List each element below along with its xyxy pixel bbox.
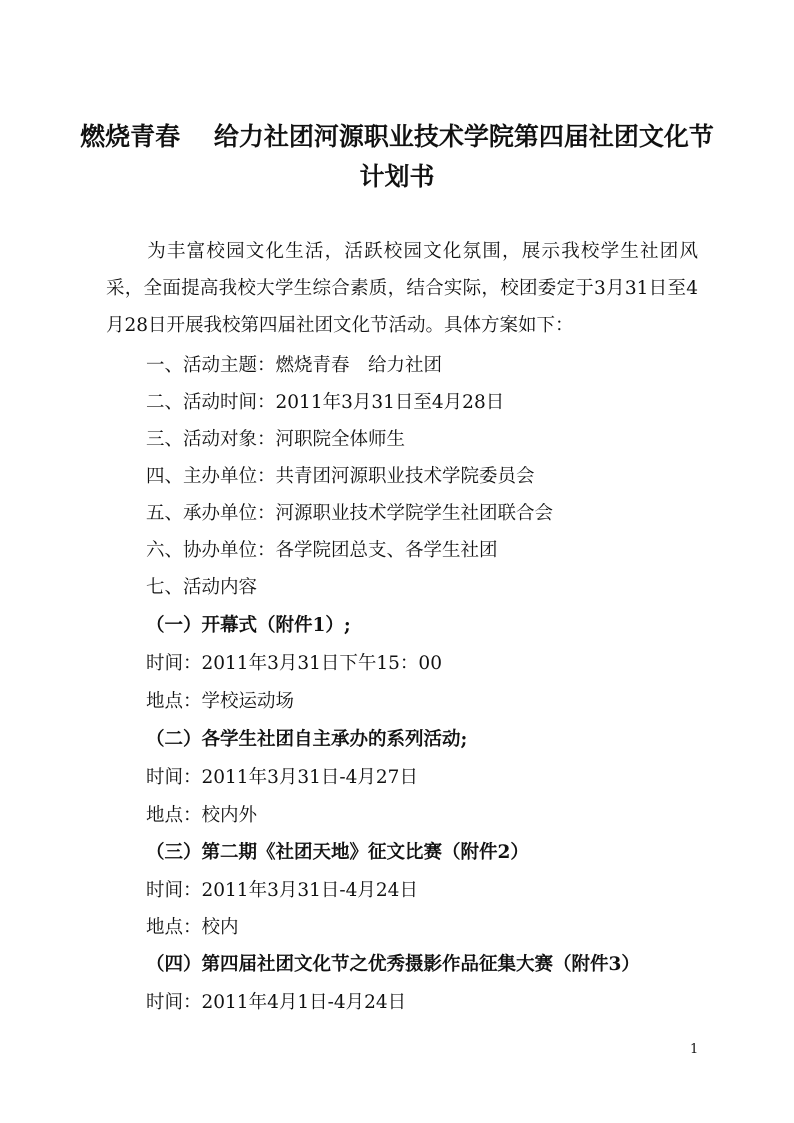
section-time-1: 时间：2011年3月31日下午15：00 [146,653,442,674]
plan-item-label: 二、活动时间： [146,392,276,413]
plan-item-label: 三、活动对象： [146,429,276,450]
section-time-2: 时间：2011年3月31日-4月27日 [146,767,418,788]
plan-item-content [146,569,257,606]
plan-item-label: 一、活动主题： [146,355,276,376]
plan-item-time [146,384,504,421]
plan-item-label: 四、主办单位： [146,466,276,487]
plan-item-value: 燃烧青春 给力社团 [275,355,443,376]
section-heading-1: （一）开幕式（附件1）; [146,615,351,636]
document-title-line-1: 燃烧青春 给力社团河源职业技术学院第四届社团文化节 [80,122,714,151]
page-number: 1 [690,1042,699,1057]
section-heading-2: （二）各学生社团自主承办的系列活动; [146,729,468,750]
section-place-1: 地点：学校运动场 [146,691,295,712]
plan-item-value: 共青团河源职业技术学院委员会 [275,466,535,487]
section-place-3: 地点：校内 [146,917,239,938]
plan-item-value: 河职院全体师生 [275,429,406,450]
section-heading-4: （四）第四届社团文化节之优秀摄影作品征集大赛（附件3） [146,954,640,975]
document-title-line-2: 计划书 [359,162,435,191]
section-time-3: 时间：2011年3月31日-4月24日 [146,880,418,901]
section-heading-3: （三）第二期《社团天地》征文比赛（附件2） [146,842,529,863]
plan-item-value: 2011年3月31日至4月28日 [275,392,505,413]
plan-item-value: 河源职业技术学院学生社团联合会 [275,503,554,524]
intro-paragraph [106,233,698,344]
plan-item-co-organizer [146,532,498,569]
plan-item-value: 各学院团总支、各学生社团 [275,540,498,561]
plan-item-audience [146,421,405,458]
plan-item-organizer [146,458,535,495]
section-place-2: 地点：校内外 [146,805,258,826]
intro-text: 为丰富校园文化生活，活跃校园文化氛围，展示我校学生社团风采，全面提高我校大学生综合素质，结合实际，校团委定于3月31日至4月28日开展我校第四届社团文化节活动。具体方案如下： [106,241,698,336]
plan-item-label: 五、承办单位： [146,503,276,524]
plan-item-label: 六、协办单位： [146,540,276,561]
section-time-4: 时间：2011年4月1日-4月24日 [146,992,407,1013]
plan-item-label: 七、活动内容 [146,577,258,598]
plan-item-theme [146,347,442,384]
plan-item-host [146,495,553,532]
